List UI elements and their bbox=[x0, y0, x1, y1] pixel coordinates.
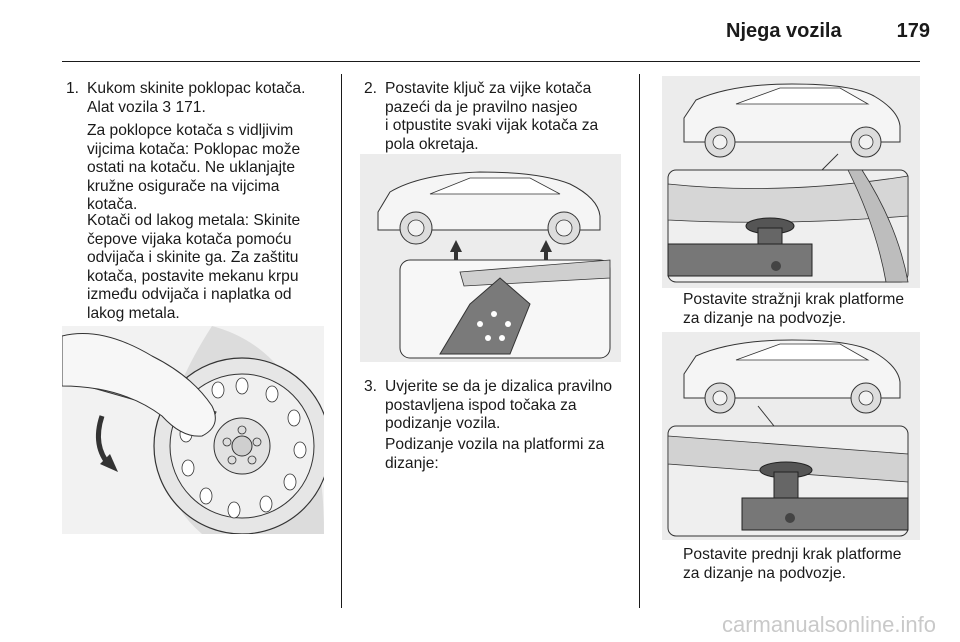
paragraph-line: vijcima kotača: Poklopac može bbox=[87, 140, 301, 158]
rear-lift-drawing bbox=[662, 76, 920, 288]
step-1-line-1: Kukom skinite poklopac kotača. bbox=[87, 80, 306, 97]
step-1-line-2 bbox=[87, 99, 206, 118]
step-line: Postavite ključ za vijke kotača bbox=[385, 80, 592, 97]
step-line: postavljena ispod točaka za bbox=[385, 396, 577, 414]
header-divider bbox=[62, 61, 920, 62]
paragraph-line: odvijača i skinite ga. Za zaštitu bbox=[87, 249, 299, 267]
paragraph-line: Kotači od lakog metala: Skinite bbox=[87, 212, 301, 229]
reference-arrow-icon: 3 bbox=[162, 99, 172, 116]
page-title: Njega vozila bbox=[726, 20, 842, 42]
step-line: pola okretaja. bbox=[385, 135, 479, 153]
wheel-cover-drawing bbox=[62, 326, 324, 534]
paragraph-line: između odvijača i naplatka od bbox=[87, 286, 292, 304]
tool-reference-page-link[interactable]: 171. bbox=[175, 99, 206, 116]
column-divider-1 bbox=[341, 74, 342, 608]
front-lift-drawing bbox=[662, 332, 920, 540]
column-divider-2 bbox=[639, 74, 640, 608]
step-line: pazeći da je pravilno nasjeo bbox=[385, 98, 578, 116]
caption-rear-line-2: za dizanje na podvozje. bbox=[683, 309, 846, 327]
caption-rear-line-1: Postavite stražnji krak platforme bbox=[683, 291, 904, 308]
paragraph-line: čepove vijaka kotača pomoću bbox=[87, 230, 292, 248]
paragraph-line: lakog metala. bbox=[87, 305, 180, 322]
step-1-number: 1. bbox=[66, 80, 80, 97]
caption-front-line-1: Postavite prednji krak platforme bbox=[683, 546, 902, 563]
front-lift-illustration bbox=[662, 332, 920, 540]
caption-front-line-2: za dizanje na podvozje. bbox=[683, 564, 846, 582]
step-2-number: 2. bbox=[364, 80, 378, 97]
paragraph-line: kotača, postavite mekanu krpu bbox=[87, 267, 299, 285]
paragraph-line: dizanje: bbox=[385, 454, 439, 472]
page-number: 179 bbox=[896, 20, 930, 42]
watermark: carmanualsonline.info bbox=[721, 612, 936, 637]
wheel-cover-illustration bbox=[62, 326, 324, 534]
jack-illustration bbox=[360, 154, 621, 362]
paragraph-line: Podizanje vozila na platformi za bbox=[385, 436, 605, 453]
paragraph-line: ostati na kotaču. Ne uklanjajte bbox=[87, 159, 296, 177]
rear-lift-illustration bbox=[662, 76, 920, 288]
jack-drawing bbox=[360, 154, 621, 362]
step-line: i otpustite svaki vijak kotača za bbox=[385, 117, 599, 135]
paragraph-line: Za poklopce kotača s vidljivim bbox=[87, 122, 294, 139]
step-line: podizanje vozila. bbox=[385, 415, 501, 433]
tool-reference-label: Alat vozila bbox=[87, 99, 159, 116]
paragraph-line: kružne osigurače na vijcima bbox=[87, 177, 280, 195]
step-3-number: 3. bbox=[364, 378, 378, 395]
step-line: Uvjerite se da je dizalica pravilno bbox=[385, 378, 613, 395]
paragraph-line: kotača. bbox=[87, 196, 138, 214]
